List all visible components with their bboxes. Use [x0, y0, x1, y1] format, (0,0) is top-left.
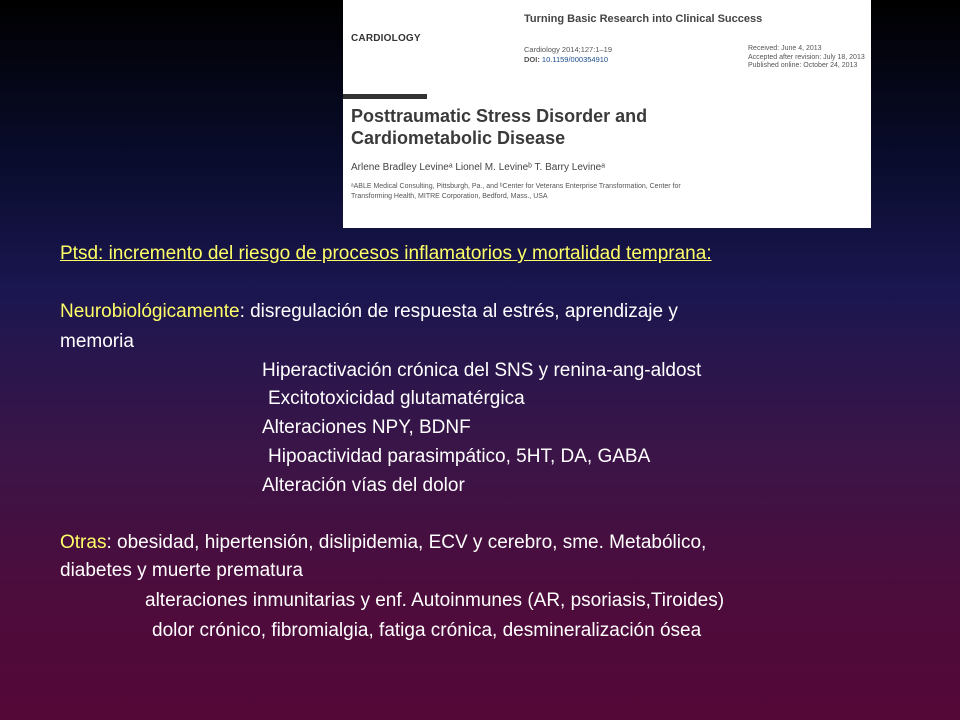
neuro-item: Hiperactivación crónica del SNS y renina-ang-aldost	[262, 360, 702, 381]
authors: Arlene Bradley Levineᵃ Lionel M. Levineᵇ T. Barry Levineᵃ	[351, 162, 605, 173]
neuro-item: Alteración vías del dolor	[262, 475, 465, 496]
dates-block	[748, 45, 865, 71]
neuro-text-cont: memoria	[60, 331, 134, 352]
neuro-label: Neurobiológicamente	[60, 301, 240, 322]
affiliation-line2: Transforming Health, MITRE Corporation, Bedford, Mass., USA	[351, 193, 548, 200]
neuro-item: Excitotoxicidad glutamatérgica	[268, 388, 525, 409]
affiliation-line1: ᵃABLE Medical Consulting, Pittsburgh, Pa., and ᵇCenter for Veterans Enterprise Transformation, Center for	[351, 183, 681, 190]
neuro-line	[60, 301, 678, 323]
doi-value: 10.1159/000354910	[541, 55, 609, 64]
otras-text-cont: diabetes y muerte prematura	[60, 560, 303, 581]
otras-text: : obesidad, hipertensión, dislipidemia, ECV y cerebro, sme. Metabólico,	[106, 532, 707, 553]
paper-header-image	[343, 0, 871, 228]
otras-label: Otras	[60, 532, 107, 553]
series-title: Turning Basic Research into Clinical Success	[524, 13, 763, 25]
title-rule	[343, 94, 427, 99]
citation-block	[524, 45, 612, 65]
neuro-item: Hipoactividad parasimpático, 5HT, DA, GABA	[268, 446, 651, 467]
affiliations	[351, 182, 731, 202]
neuro-text: : disregulación de respuesta al estrés, aprendizaje y	[239, 301, 678, 322]
citation: Cardiology 2014;127:1–19	[524, 45, 612, 54]
otras-item: dolor crónico, fibromialgia, fatiga crónica, desmineralización ósea	[152, 620, 702, 641]
journal-name: CARDIOLOGY	[351, 33, 421, 44]
neuro-item: Alteraciones NPY, BDNF	[262, 417, 471, 438]
received-date: Received: June 4, 2013	[748, 45, 822, 52]
paper-title	[351, 105, 771, 149]
paper-title-line1: Posttraumatic Stress Disorder and	[351, 106, 648, 126]
slide-heading: Ptsd: incremento del riesgo de procesos inflamatorios y mortalidad temprana:	[60, 243, 712, 264]
otras-item: alteraciones inmunitarias y enf. Autoinmunes (AR, psoriasis,Tiroides)	[145, 590, 725, 611]
doi-label: DOI:	[524, 55, 542, 64]
doi	[524, 55, 612, 65]
accepted-date: Accepted after revision: July 18, 2013	[748, 53, 865, 61]
published-date: Published online: October 24, 2013	[748, 62, 858, 69]
paper-title-line2: Cardiometabolic Disease	[351, 128, 566, 148]
otras-line	[60, 532, 706, 554]
